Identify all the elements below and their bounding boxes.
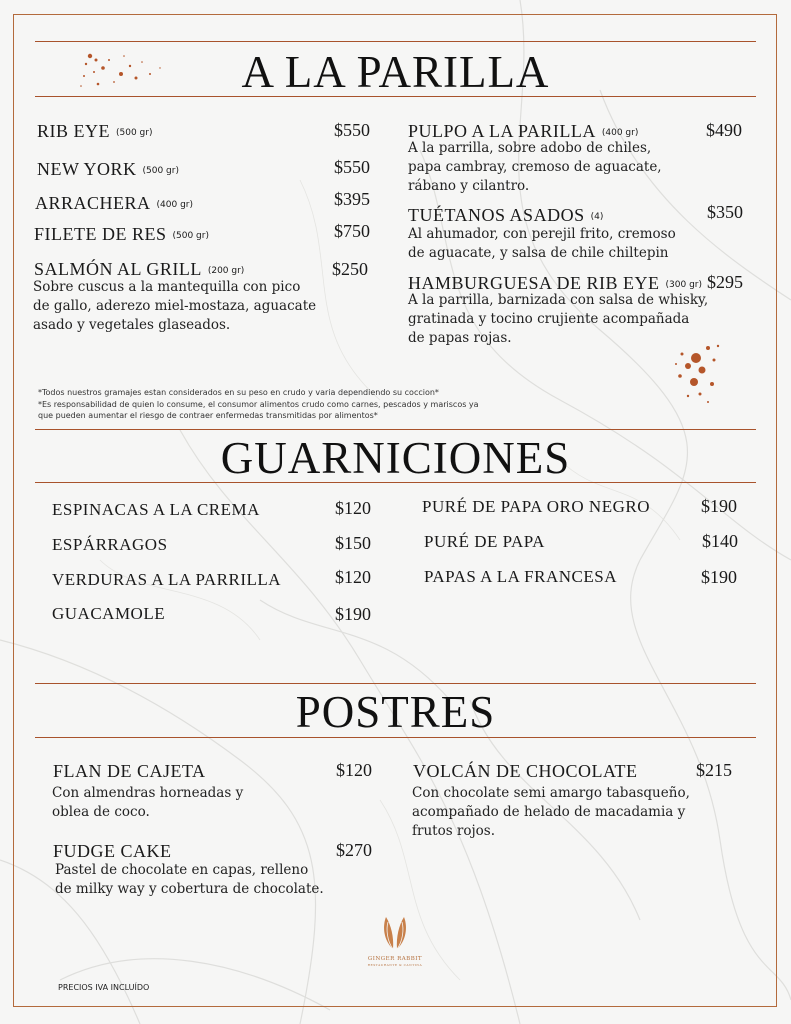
menu-item-price: $190	[701, 567, 737, 587]
section-divider	[35, 429, 756, 430]
section-title-sides: GUARNICIONES	[220, 433, 571, 483]
menu-item-name: GUACAMOLE	[52, 604, 166, 623]
menu-item-name: HAMBURGUESA DE RIB EYE (300 gr)	[408, 273, 702, 293]
menu-item-description: Con almendras horneadas y oblea de coco.	[52, 785, 244, 820]
menu-item-price: $140	[702, 531, 738, 551]
paint-splatter-decoration	[668, 338, 728, 410]
menu-item-price: $295	[707, 272, 743, 292]
menu-item-price: $215	[696, 760, 732, 780]
section-title-desserts: POSTRES	[295, 687, 496, 737]
menu-item-name: NEW YORK (500 gr)	[37, 159, 179, 179]
menu-item-description: Al ahumador, con perejil frito, cremoso de aguacate, y salsa de chile chiltepin	[408, 226, 676, 261]
menu-item-name: PULPO A LA PARILLA (400 gr)	[408, 121, 639, 141]
menu-item-price: $490	[706, 120, 742, 140]
menu-item-price: $190	[701, 496, 737, 516]
menu-item-price: $395	[334, 189, 370, 209]
menu-item-description: A la parrilla, sobre adobo de chiles, papa cambray, cremoso de aguacate, rábano y cilantro.	[408, 140, 662, 194]
menu-item-price: $550	[334, 157, 370, 177]
menu-item-name: PAPAS A LA FRANCESA	[424, 567, 617, 586]
menu-item-price: $120	[335, 567, 371, 587]
menu-item-name: FUDGE CAKE	[53, 841, 172, 861]
allergen-note: *Todos nuestros gramajes estan considerados en su peso en crudo y varia dependiendo su coccion* *Es responsabilidad de quien lo consume, el consumor alimentos crudo como carnes, pescados y mariscos ya que pueden aumentar el riesgo de contraer enfermedas transmitidas por alimentos*	[38, 388, 479, 420]
menu-item-name: SALMÓN AL GRILL (200 gr)	[34, 259, 245, 279]
menu-item-description: Con chocolate semi amargo tabasqueño, acompañado de helado de macadamia y frutos rojos.	[412, 785, 690, 839]
menu-item-name: RIB EYE (500 gr)	[37, 121, 153, 141]
menu-item-price: $120	[335, 498, 371, 518]
rabbit-ears-icon	[380, 915, 410, 951]
menu-item-price: $550	[334, 120, 370, 140]
menu-item-name: FILETE DE RES (500 gr)	[34, 224, 209, 244]
menu-item-name: ESPÁRRAGOS	[52, 535, 168, 554]
menu-item-name: ARRACHERA (400 gr)	[35, 193, 193, 213]
logo-text: GINGER RABBIT	[367, 956, 423, 962]
section-title-grill: A LA PARILLA	[241, 47, 550, 97]
menu-item-price: $150	[335, 533, 371, 553]
menu-item-price: $120	[336, 760, 372, 780]
tax-note: PRECIOS IVA INCLUÍDO	[58, 983, 150, 992]
section-divider	[35, 683, 756, 684]
logo-subtext: RESTAURANTE & CANTINA	[367, 963, 423, 967]
menu-item-description: Pastel de chocolate en capas, relleno de milky way y cobertura de chocolate.	[55, 862, 324, 897]
menu-item-price: $350	[707, 202, 743, 222]
menu-item-name: FLAN DE CAJETA	[53, 761, 206, 781]
section-divider	[35, 96, 756, 97]
menu-item-name: ESPINACAS A LA CREMA	[52, 500, 260, 519]
section-divider	[35, 737, 756, 738]
menu-item-name: PURÉ DE PAPA ORO NEGRO	[422, 497, 650, 516]
section-divider	[35, 41, 756, 42]
section-divider	[35, 482, 756, 483]
menu-item-description: A la parrilla, barnizada con salsa de whisky, gratinada y tocino crujiente acompañada de papas rojas.	[408, 292, 709, 346]
menu-item-price: $190	[335, 604, 371, 624]
brand-logo	[362, 915, 428, 967]
menu-item-price: $750	[334, 221, 370, 241]
menu-item-name: PURÉ DE PAPA	[424, 532, 545, 551]
menu-item-description: Sobre cuscus a la mantequilla con pico de gallo, aderezo miel-mostaza, aguacate asado y vegetales glaseados.	[33, 279, 317, 333]
menu-item-name: TUÉTANOS ASADOS (4)	[408, 205, 604, 225]
menu-item-name: VERDURAS A LA PARRILLA	[52, 570, 282, 589]
menu-item-name: VOLCÁN DE CHOCOLATE	[413, 761, 638, 781]
menu-item-price: $270	[336, 840, 372, 860]
menu-item-price: $250	[332, 259, 368, 279]
